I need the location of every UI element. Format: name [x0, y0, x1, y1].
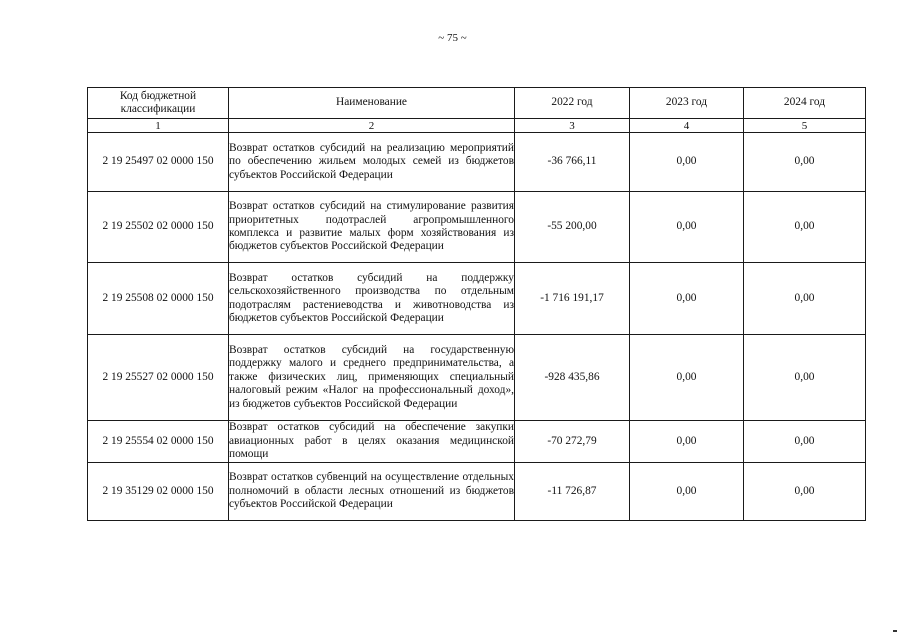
- column-number: 3: [515, 119, 630, 133]
- item-name: Возврат остатков субсидий на поддержку сельскохозяйственного производства по отдельным подотраслям растениеводства и животноводства из бюджетов субъектов Российской Федерации: [229, 263, 515, 335]
- value-2024: 0,00: [744, 133, 866, 192]
- table-row: [88, 263, 866, 335]
- item-name: Возврат остатков субсидий на государственную поддержку малого и среднего предпринимательства, а также физических лиц, применяющих специальный налоговый режим «Налог на профессиональный доход», из бюджетов субъектов Российской Федерации: [229, 335, 515, 421]
- budget-code: 2 19 35129 02 0000 150: [88, 463, 229, 521]
- value-2024: 0,00: [744, 335, 866, 421]
- scan-mark: [893, 630, 897, 632]
- value-2022: -928 435,86: [515, 335, 630, 421]
- value-2022: -36 766,11: [515, 133, 630, 192]
- value-2022: -55 200,00: [515, 192, 630, 263]
- table-row: [88, 421, 866, 463]
- value-2023: 0,00: [630, 133, 744, 192]
- value-2023: 0,00: [630, 421, 744, 463]
- item-name: Возврат остатков субсидий на стимулирование развития приоритетных подотраслей агропромышленного комплекса и развитие малых форм хозяйствования из бюджетов субъектов Российской Федерации: [229, 192, 515, 263]
- value-2024: 0,00: [744, 421, 866, 463]
- header-name: Наименование: [229, 88, 515, 119]
- column-number: 4: [630, 119, 744, 133]
- budget-code: 2 19 25508 02 0000 150: [88, 263, 229, 335]
- table-row: [88, 133, 866, 192]
- item-name: Возврат остатков субсидий на реализацию мероприятий по обеспечению жильем молодых семей из бюджетов субъектов Российской Федерации: [229, 133, 515, 192]
- column-number: 1: [88, 119, 229, 133]
- budget-code: 2 19 25554 02 0000 150: [88, 421, 229, 463]
- value-2022: -11 726,87: [515, 463, 630, 521]
- budget-table: [87, 87, 866, 521]
- item-name: Возврат остатков субсидий на обеспечение закупки авиационных работ в целях оказания медицинской помощи: [229, 421, 515, 463]
- header-2023: 2023 год: [630, 88, 744, 119]
- header-2024: 2024 год: [744, 88, 866, 119]
- header-2022: 2022 год: [515, 88, 630, 119]
- column-number-row: [88, 119, 866, 133]
- table-row: [88, 192, 866, 263]
- page-number: ~ 75 ~: [438, 32, 467, 44]
- table-row: [88, 335, 866, 421]
- table-row: [88, 463, 866, 521]
- value-2024: 0,00: [744, 192, 866, 263]
- header-code: Код бюджетной классификации: [88, 88, 229, 119]
- budget-code: 2 19 25497 02 0000 150: [88, 133, 229, 192]
- value-2024: 0,00: [744, 263, 866, 335]
- value-2023: 0,00: [630, 335, 744, 421]
- value-2022: -70 272,79: [515, 421, 630, 463]
- column-number: 5: [744, 119, 866, 133]
- value-2022: -1 716 191,17: [515, 263, 630, 335]
- value-2023: 0,00: [630, 263, 744, 335]
- budget-code: 2 19 25502 02 0000 150: [88, 192, 229, 263]
- value-2024: 0,00: [744, 463, 866, 521]
- budget-code: 2 19 25527 02 0000 150: [88, 335, 229, 421]
- table-header-row: [88, 88, 866, 119]
- value-2023: 0,00: [630, 192, 744, 263]
- item-name: Возврат остатков субвенций на осуществление отдельных полномочий в области лесных отношений из бюджетов субъектов Российской Федерации: [229, 463, 515, 521]
- value-2023: 0,00: [630, 463, 744, 521]
- column-number: 2: [229, 119, 515, 133]
